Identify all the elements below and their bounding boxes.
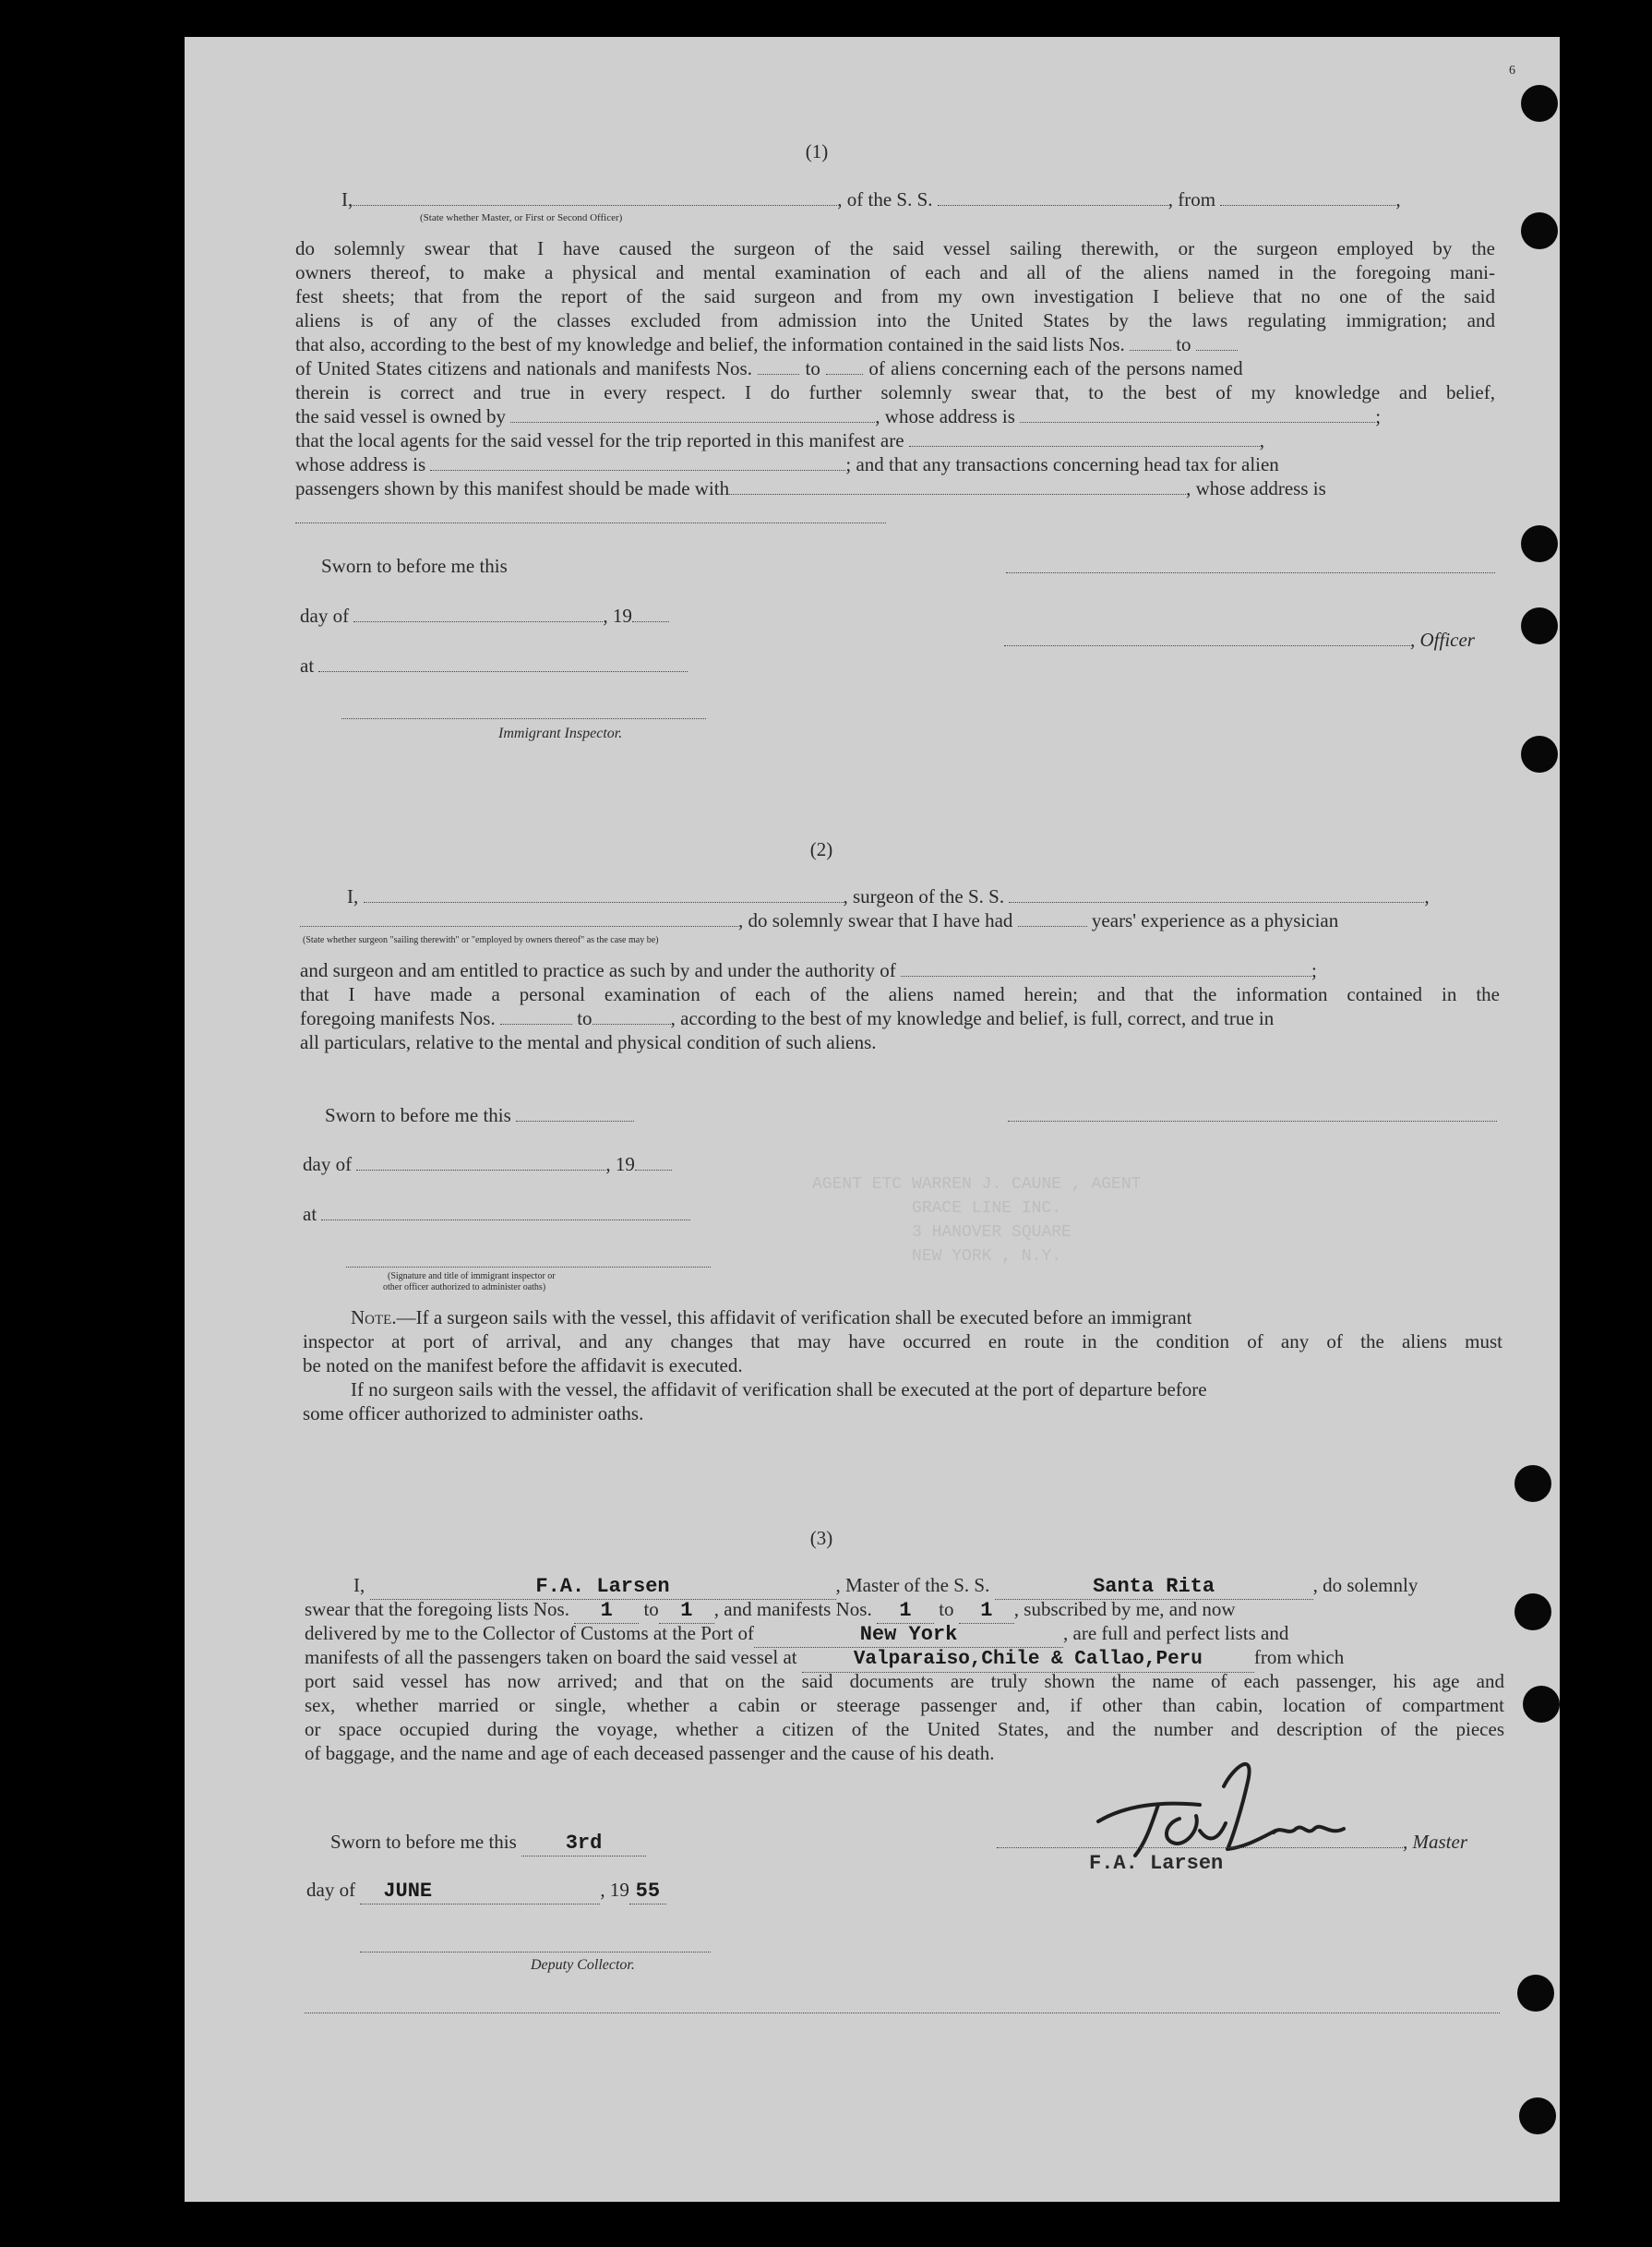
punch-hole	[1521, 212, 1558, 249]
sec1-signature-rule	[1006, 572, 1495, 573]
sec3-line-2: swear that the foregoing lists Nos. 1 to 1 , and manifests Nos. 1 to 1 , subscribed by me, and now	[305, 1598, 1236, 1622]
sworn-month-field: JUNE	[360, 1880, 600, 1905]
ship-name-field: Santa Rita	[995, 1575, 1313, 1600]
sec1-para-line: passengers shown by this manifest should be made with , whose address is	[295, 477, 1326, 499]
sec2-para-line: that I have made a personal examination of each of the aliens named herein; and that the information contained in the	[300, 983, 1500, 1005]
sec2-note-line: be noted on the manifest before the affidavit is executed.	[303, 1354, 743, 1376]
sec1-para-line: do solemnly swear that I have caused the surgeon of the said vessel sailing therewith, or the surgeon employed by the	[295, 237, 1495, 259]
manifests-to-field: 1	[959, 1599, 1014, 1624]
sec1-para-line: fest sheets; that from the report of the said surgeon and from my own investigation I believe that no one of the said	[295, 285, 1495, 307]
sec1-officer-hint: (State whether Master, or First or Second Officer)	[420, 212, 623, 223]
typed-master-name: F.A. Larsen	[1089, 1852, 1224, 1875]
sec2-sworn: Sworn to before me this	[325, 1103, 634, 1127]
sec2-day-of: day of , 19	[303, 1152, 672, 1176]
punch-hole	[1519, 2097, 1556, 2134]
sec3-para-line: sex, whether married or single, whether a cabin or steerage passenger and, if other than cabin, location of compartment	[305, 1694, 1504, 1716]
sec3-day-of: day of JUNE , 19 55	[306, 1878, 666, 1905]
sec1-para-line: of United States citizens and nationals and manifests Nos. to of aliens concerning each of the persons named	[295, 357, 1243, 379]
section-1-number: (1)	[805, 140, 829, 162]
sec2-line-2: , do solemnly swear that I have had years' experience as a physician	[300, 908, 1338, 932]
sec1-officer-line: , Officer	[1004, 628, 1475, 652]
sec1-at: at	[300, 654, 688, 678]
sec3-collector-rule	[360, 1952, 711, 1953]
sec3-line-3: delivered by me to the Collector of Customs at the Port of New York , are full and perfect lists and	[305, 1622, 1289, 1646]
sec3-collector-label: Deputy Collector.	[531, 1957, 635, 1973]
sec3-para-line: port said vessel has now arrived; and that on the said documents are truly shown the name of each passenger, his age and	[305, 1670, 1504, 1692]
sec2-note-line: If no surgeon sails with the vessel, the affidavit of verification shall be executed at the port of departure before	[351, 1378, 1207, 1400]
section-2-number: (2)	[809, 838, 833, 860]
sec2-para-line: and surgeon and am entitled to practice as such by and under the authority of ;	[300, 959, 1317, 981]
sec2-note-line: some officer authorized to administer oaths.	[303, 1402, 644, 1424]
sec3-para-line: of baggage, and the name and age of each deceased passenger and the cause of his death.	[305, 1742, 995, 1764]
punch-hole	[1523, 1686, 1560, 1723]
punch-hole	[1521, 525, 1558, 562]
sec2-signature-rule	[1008, 1121, 1497, 1122]
sec3-line-1: I, F.A. Larsen , Master of the S. S. Santa Rita , do solemnly	[353, 1574, 1419, 1598]
sec2-para-line: foregoing manifests Nos. to , according to the best of my knowledge and belief, is full, correct, and true in	[300, 1007, 1275, 1029]
lists-to-field: 1	[659, 1599, 714, 1624]
sec2-line-1: I, , surgeon of the S. S. ,	[347, 885, 1430, 907]
punch-hole	[1517, 1975, 1554, 2012]
lists-from-field: 1	[574, 1599, 639, 1624]
sec1-para-line: that also, according to the best of my knowledge and belief, the information contained in the said lists Nos. to	[295, 332, 1238, 356]
sec2-sig-hint-2: other officer authorized to administer oaths)	[383, 1282, 546, 1292]
sworn-year-field: 55	[629, 1880, 666, 1905]
sec1-para-line: therein is correct and true in every respect. I do further solemnly swear that, to the best of my knowledge and belief,	[295, 381, 1495, 403]
sec2-sig-hint-1: (Signature and title of immigrant inspector or	[388, 1271, 556, 1281]
sec3-sworn: Sworn to before me this 3rd	[330, 1830, 646, 1856]
port-field: New York	[754, 1623, 1063, 1648]
master-signature-line: , Master	[997, 1830, 1467, 1854]
section-3-number: (3)	[809, 1527, 833, 1549]
faint-stamp: AGENT ETC WARREN J. CAUNE , AGENT GRACE LINE INC. 3 HANOVER SQUARE NEW YORK , N.Y.	[812, 1175, 1142, 1266]
sec2-note-line: inspector at port of arrival, and any changes that may have occurred en route in the condition of any of the aliens must	[303, 1330, 1502, 1352]
form-page	[185, 37, 1560, 2202]
sec2-note-line: Note.—If a surgeon sails with the vessel, this affidavit of verification shall be executed before an immigrant	[351, 1306, 1192, 1328]
punch-hole	[1521, 85, 1558, 122]
sec1-para-line: whose address is ; and that any transactions concerning head tax for alien	[295, 453, 1279, 475]
sec1-line-1: I, , of the S. S. , from ,	[341, 188, 1401, 210]
sec3-line-4: manifests of all the passengers taken on board the said vessel at Valparaiso,Chile & Callao,Peru from which	[305, 1645, 1344, 1673]
sec1-para-line: the said vessel is owned by , whose address is ;	[295, 405, 1382, 427]
sec1-para-line: aliens is of any of the classes excluded from admission into the United States by the laws regulating immigration; and	[295, 309, 1495, 331]
punch-hole	[1521, 607, 1558, 644]
sec1-inspector-label: Immigrant Inspector.	[498, 726, 623, 741]
sec2-surgeon-hint: (State whether surgeon "sailing therewith" or "employed by owners thereof" as the case may be)	[303, 935, 659, 945]
sec1-para-line: that the local agents for the said vessel for the trip reported in this manifest are ,	[295, 429, 1265, 451]
manifests-from-field: 1	[877, 1599, 934, 1624]
punch-hole	[1521, 736, 1558, 773]
sec2-at: at	[303, 1202, 690, 1226]
sec1-sworn: Sworn to before me this	[321, 555, 508, 577]
sworn-day-field: 3rd	[521, 1832, 646, 1856]
sec3-para-line: or space occupied during the voyage, whether a citizen of the United States, and the number and description of the pieces	[305, 1718, 1504, 1740]
sec2-inspector-rule	[346, 1267, 711, 1268]
page-mark: 6	[1509, 64, 1515, 78]
sec1-para-line: owners thereof, to make a physical and mental examination of each and all of the aliens named in the foregoing mani-	[295, 261, 1495, 283]
master-name-field: F.A. Larsen	[370, 1575, 836, 1600]
punch-hole	[1514, 1465, 1551, 1502]
sec1-inspector-rule	[341, 718, 706, 719]
punch-hole	[1514, 1593, 1551, 1630]
origin-port-field: Valparaiso,Chile & Callao,Peru	[802, 1648, 1254, 1673]
sec2-para-line: all particulars, relative to the mental and physical condition of such aliens.	[300, 1031, 877, 1053]
sec1-day-of: day of , 19	[300, 604, 669, 628]
